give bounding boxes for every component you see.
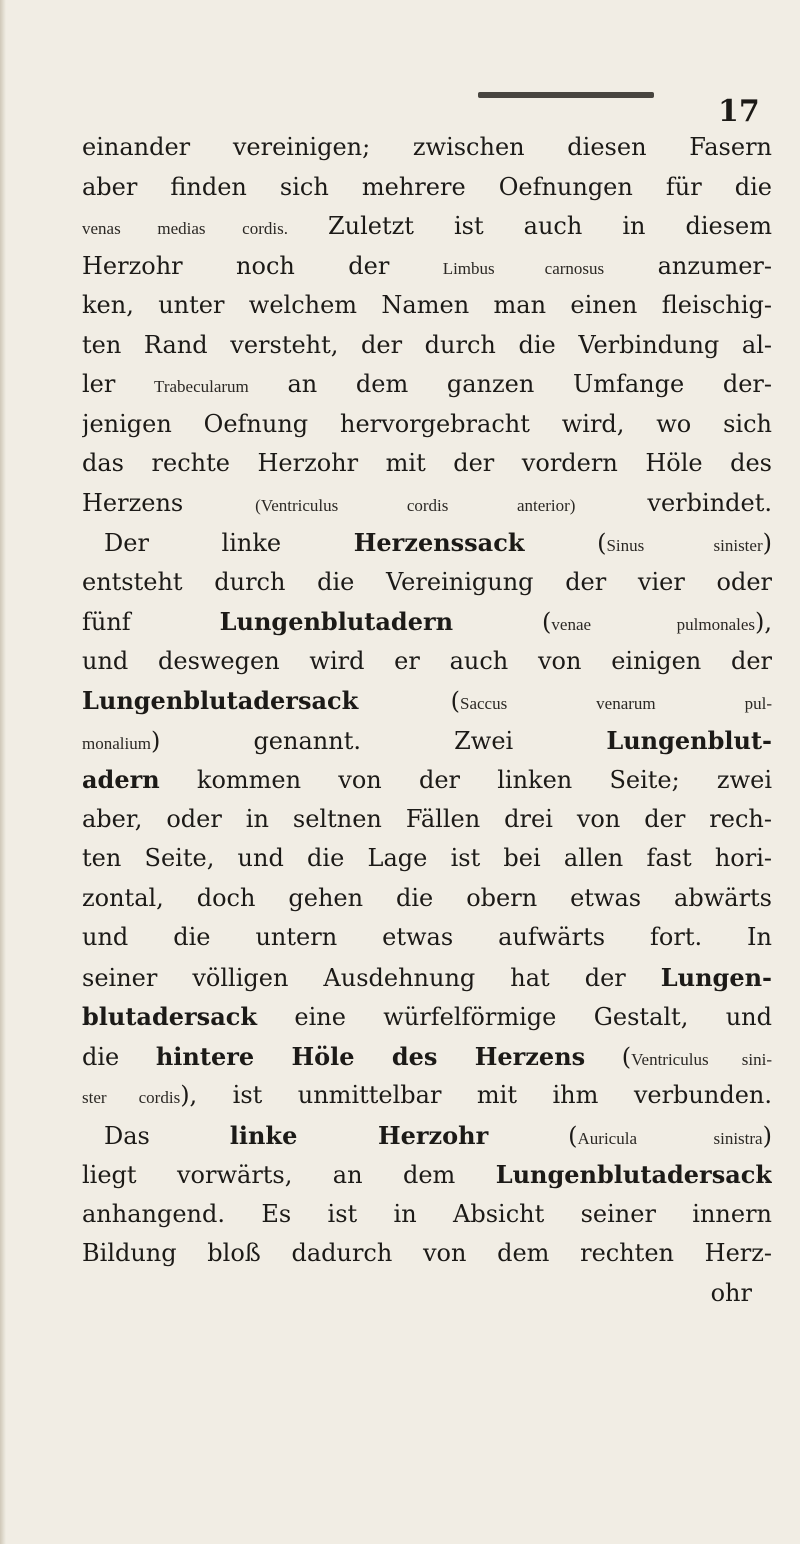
heading-term: blutadersack <box>82 1002 257 1031</box>
text-line: und die untern etwas aufwärts fort. In <box>82 923 772 951</box>
text-line: die hintere Höle des Herzens (Ventriculus sini- <box>82 1041 772 1071</box>
text-line: aber, oder in seltnen Fällen drei von der rech- <box>82 804 772 833</box>
text-line: zontal, doch gehen die obern etwas abwärts <box>82 883 772 912</box>
heading-term: adern <box>82 765 160 794</box>
heading-term: hintere Höle des Herzens <box>155 1041 586 1071</box>
body-text <box>82 128 772 1313</box>
text-line: jenigen Oefnung hervorgebracht wird, wo sich <box>82 409 772 438</box>
text-line: adern kommen von der linken Seite; zwei <box>82 765 772 794</box>
latin-term: Trabecularum <box>154 377 249 396</box>
text-line: Das linke Herzohr (Auricula sinistra) <box>104 1120 772 1150</box>
header-rule <box>478 92 654 98</box>
page-number: 17 <box>718 94 760 129</box>
text-line: seiner völligen Ausdehnung hat der Lungen- <box>82 962 772 992</box>
latin-term: monalium <box>82 733 151 753</box>
text-line: blutadersack eine würfelförmige Gestalt, und <box>82 1002 772 1031</box>
text-line: Der linke Herzenssack (Sinus sinister) <box>104 528 772 557</box>
text-line: ler Trabecularum an dem ganzen Umfange der- <box>82 370 772 398</box>
text-line: Lungenblutadersack (Saccus venarum pul- <box>82 686 772 715</box>
heading-term: Lungenblutadersack <box>495 1160 772 1189</box>
text-line: und deswegen wird er auch von einigen der <box>82 646 772 675</box>
text-line: ken, unter welchem Namen man einen fleischig- <box>82 291 772 319</box>
text-line: entsteht durch die Vereinigung der vier oder <box>82 567 772 596</box>
text-line: venas medias cordis. Zuletzt ist auch in diesem <box>82 212 772 240</box>
text-line: anhangend. Es ist in Absicht seiner innern <box>82 1199 772 1228</box>
text-line: das rechte Herzohr mit der vordern Höle des <box>82 449 772 477</box>
heading-term: Herzenssack <box>353 528 525 557</box>
latin-term: Auricula sinistra <box>577 1128 763 1148</box>
heading-term: Lungenblut- <box>606 725 772 755</box>
latin-term: Ventriculus sini- <box>631 1049 772 1069</box>
latin-term: Saccus venarum pul- <box>459 694 772 713</box>
text-line: liegt vorwärts, an dem Lungenblutadersack <box>82 1160 772 1189</box>
text-line: einander vereinigen; zwischen diesen Fasern <box>82 133 772 161</box>
latin-term: Sinus sinister <box>606 536 763 555</box>
text-line: ten Seite, und die Lage ist bei allen fast hori- <box>82 844 772 872</box>
catchword: ohr <box>710 1278 752 1307</box>
text-line: Herzens (Ventriculus cordis anterior) verbindet. <box>82 488 772 517</box>
latin-term: Limbus carnosus <box>442 258 605 278</box>
text-line: aber finden sich mehrere Oefnungen für die <box>82 172 772 201</box>
heading-term: linke Herzohr <box>229 1120 489 1150</box>
heading-term: Lungenblutadersack <box>82 686 359 715</box>
text-line: ten Rand versteht, der durch die Verbindung al- <box>82 330 772 359</box>
text-line: fünf Lungenblutadern (venae pulmonales), <box>82 607 772 636</box>
latin-term: venae pulmonales <box>551 615 756 634</box>
text-line: Herzohr noch der Limbus carnosus anzumer- <box>82 251 772 280</box>
text-line: ster cordis), ist unmittelbar mit ihm verbunden. <box>82 1081 772 1109</box>
text-line: monalium) genannt. Zwei Lungenblut- <box>82 725 772 755</box>
heading-term: Lungenblutadern <box>219 607 454 636</box>
page-edge-shadow <box>0 0 6 1544</box>
text-line: Bildung bloß dadurch von dem rechten Herz- <box>82 1239 772 1267</box>
latin-term: venas medias cordis. <box>82 219 288 238</box>
heading-term: Lungen- <box>660 962 772 992</box>
latin-term: ster cordis <box>82 1088 181 1107</box>
latin-term: (Ventriculus cordis anterior) <box>255 495 576 515</box>
